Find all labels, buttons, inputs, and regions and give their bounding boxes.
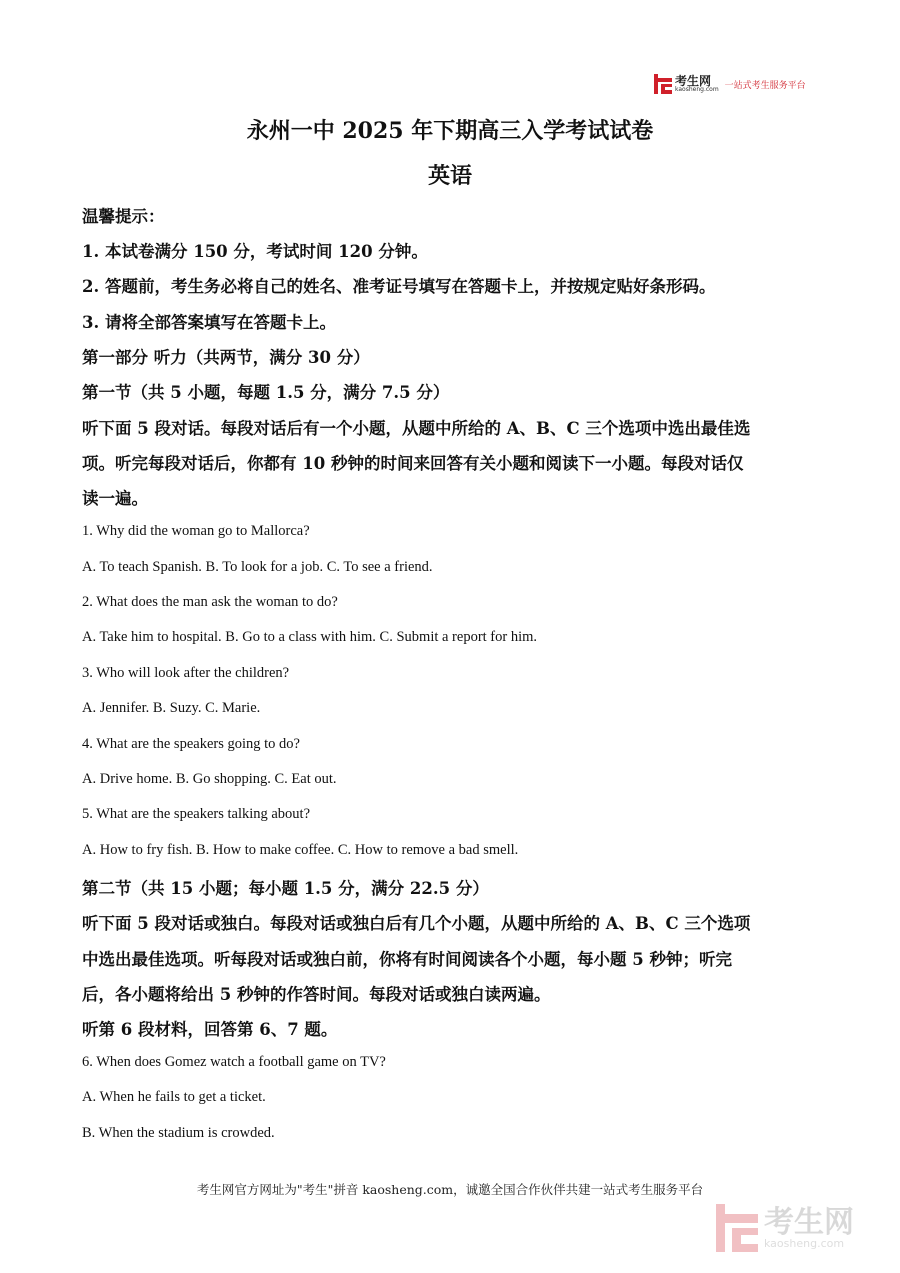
watermark-name: 考生网 — [764, 1204, 854, 1240]
question-6-option-a: A. When he fails to get a ticket. — [82, 1089, 266, 1105]
header-logo — [654, 72, 806, 96]
watermark-domain: kaosheng.com — [764, 1236, 845, 1250]
kaosheng-logo-icon — [654, 74, 672, 94]
question-4: 4. What are the speakers going to do? — [82, 736, 300, 752]
question-3: 3. Who will look after the children? — [82, 665, 290, 681]
page-footer: 考生网官方网址为"考生"拼音 kaosheng.com，诚邀全国合作伙伴共建一站式考生服务平台 — [196, 1182, 704, 1197]
tip-3: 3. 请将全部答案填写在答题卡上。 — [82, 313, 336, 332]
part-1-heading: 第一部分 听力（共两节，满分 30 分） — [82, 348, 370, 367]
section-1-instructions-line-1: 听下面 5 段对话。每段对话后有一个小题，从题中所给的 A、B、C 三个选项中选出最佳选 — [82, 419, 751, 438]
tip-2: 2. 答题前，考生务必将自己的姓名、准考证号填写在答题卡上，并按规定贴好条形码。 — [82, 277, 716, 296]
tips-heading: 温馨提示： — [82, 207, 165, 226]
section-1-instructions-line-3: 读一遍。 — [82, 489, 148, 508]
question-3-options: A. Jennifer. B. Suzy. C. Marie. — [82, 700, 261, 716]
section-2-heading: 第二节（共 15 小题；每小题 1.5 分，满分 22.5 分） — [82, 879, 489, 898]
logo-name: 考生网 — [675, 74, 712, 88]
exam-subject: 英语 — [427, 163, 472, 189]
question-4-options: A. Drive home. B. Go shopping. C. Eat out. — [82, 771, 337, 787]
question-6: 6. When does Gomez watch a football game on TV? — [82, 1054, 386, 1070]
kaosheng-watermark-icon — [716, 1204, 758, 1252]
section-1-instructions-line-2: 项。听完每段对话后，你都有 10 秒钟的时间来回答有关小题和阅读下一小题。每段对话仅 — [82, 454, 744, 473]
question-5: 5. What are the speakers talking about? — [82, 806, 311, 822]
material-6-heading: 听第 6 段材料，回答第 6、7 题。 — [82, 1020, 338, 1039]
exam-title: 永州一中 2025 年下期高三入学考试试卷 — [246, 118, 654, 144]
question-1-options: A. To teach Spanish. B. To look for a job. C. To see a friend. — [82, 559, 433, 575]
question-6-option-b: B. When the stadium is crowded. — [82, 1125, 275, 1141]
section-1-heading: 第一节（共 5 小题，每题 1.5 分，满分 7.5 分） — [82, 383, 450, 402]
logo-slogan: 一站式考生服务平台 — [724, 80, 806, 91]
section-2-instructions-line-1: 听下面 5 段对话或独白。每段对话或独白后有几个小题，从题中所给的 A、B、C 三个选项 — [82, 914, 751, 933]
section-2-instructions-line-2: 中选出最佳选项。听每段对话或独白前，你将有时间阅读各个小题，每小题 5 秒钟；听完 — [82, 950, 732, 969]
watermark — [716, 1204, 854, 1252]
section-2-instructions-line-3: 后，各小题将给出 5 秒钟的作答时间。每段对话或独白读两遍。 — [82, 985, 551, 1004]
question-2: 2. What does the man ask the woman to do? — [82, 594, 338, 610]
question-2-options: A. Take him to hospital. B. Go to a class with him. C. Submit a report for him. — [82, 629, 538, 645]
tip-1: 1. 本试卷满分 150 分，考试时间 120 分钟。 — [82, 242, 428, 261]
question-5-options: A. How to fry fish. B. How to make coffee. C. How to remove a bad smell. — [82, 842, 519, 858]
question-1: 1. Why did the woman go to Mallorca? — [82, 523, 310, 539]
logo-domain: kaosheng.com — [675, 86, 719, 93]
